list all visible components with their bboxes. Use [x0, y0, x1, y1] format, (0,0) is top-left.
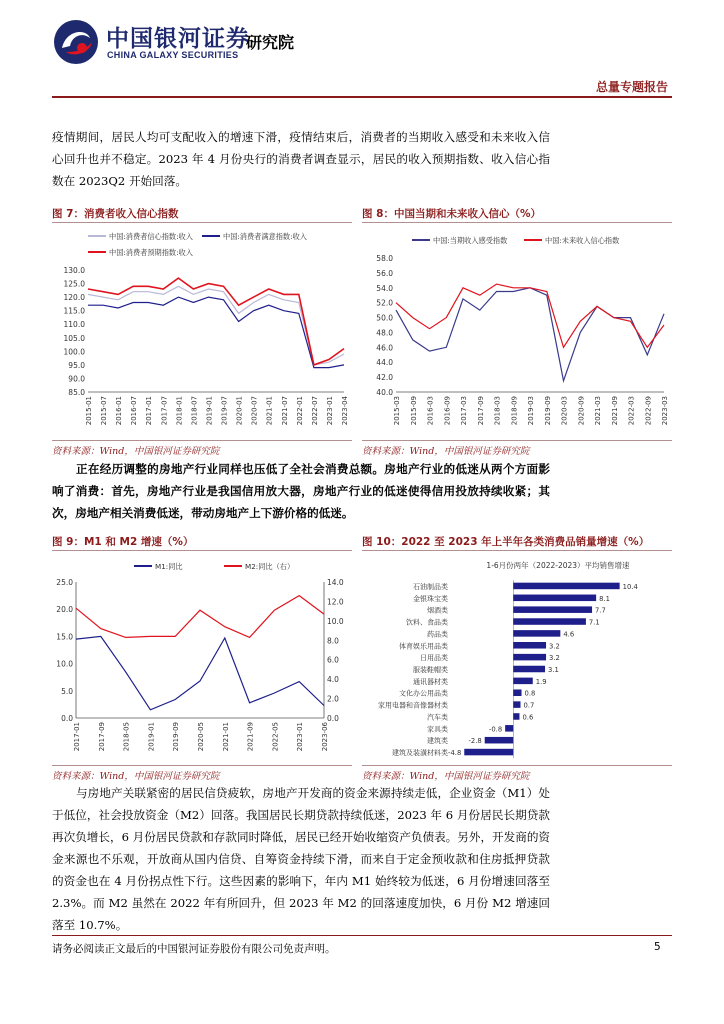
category-label: 药品类: [427, 630, 448, 639]
data-label: 3.2: [549, 642, 560, 651]
data-label: -2.8: [468, 737, 482, 746]
y-tick-label: 85.0: [68, 388, 85, 397]
category-label: 文化办公用品类: [399, 689, 448, 698]
x-tick-label: 2020-09: [577, 396, 586, 426]
x-tick-label: 2018-05: [122, 722, 131, 752]
series-line-2: [396, 284, 664, 347]
x-tick-label: 2022-09: [644, 396, 653, 426]
x-tick-label: 2019-07: [220, 396, 229, 426]
institute-label: 研究院: [246, 33, 295, 52]
x-tick-label: 2015-03: [393, 396, 401, 426]
series-line-1: [76, 636, 324, 709]
category-label: 金银珠宝类: [413, 594, 448, 603]
y-tick-label: 5.0: [61, 686, 73, 696]
brand-name-cn: 中国银河证券: [106, 26, 250, 52]
fig8-bottom-rule: [362, 440, 672, 441]
data-label: 3.2: [549, 654, 560, 663]
category-label: 体育娱乐用品类: [399, 642, 448, 651]
x-tick-label: 2021-09: [246, 722, 255, 752]
y-right-tick-label: 0.0: [327, 714, 339, 723]
y-tick-label: 54.0: [376, 283, 393, 293]
x-tick-label: 2017-09: [97, 722, 106, 752]
x-tick-label: 2023-06: [321, 722, 329, 752]
x-tick-label: 2015-09: [409, 396, 418, 426]
data-label: 4.6: [563, 630, 575, 639]
fig7-source: 资料来源：Wind，中国银河证券研究院: [52, 446, 220, 457]
y-right-tick-label: 8.0: [327, 636, 339, 646]
fig7-caption: 图 7：消费者收入信心指数: [52, 208, 179, 220]
series-line-1: [396, 288, 664, 381]
fig8-chart: [362, 226, 672, 438]
fig9-caption: 图 9：M1 和 M2 增速（%）: [52, 536, 194, 548]
y-tick-label: 100.0: [63, 347, 85, 357]
data-label: 0.8: [524, 689, 536, 698]
x-tick-label: 2021-01: [265, 396, 274, 426]
category-label: 饮料、食品类: [406, 618, 448, 627]
x-tick-label: 2018-03: [493, 396, 502, 426]
y-right-tick-label: 2.0: [327, 694, 339, 704]
y-tick-label: 42.0: [376, 373, 393, 383]
bar: [513, 618, 586, 625]
y-right-tick-label: 6.0: [327, 655, 339, 665]
x-tick-label: 2019-01: [205, 396, 214, 426]
y-tick-label: 56.0: [376, 268, 393, 278]
y-right-tick-label: 10.0: [327, 616, 344, 626]
x-tick-label: 2019-09: [172, 722, 181, 752]
x-tick-label: 2020-03: [560, 396, 569, 426]
y-tick-label: 50.0: [376, 313, 393, 323]
bar: [513, 666, 545, 673]
y-tick-label: 110.0: [63, 320, 85, 330]
data-label: 0.7: [523, 701, 535, 710]
bar: [505, 725, 513, 732]
fig7-top-rule: [52, 222, 352, 223]
x-tick-label: 2022-03: [627, 396, 636, 426]
category-label: 石油制品类: [413, 582, 448, 591]
fig7-chart: [52, 226, 352, 438]
x-tick-label: 2017-01: [145, 396, 154, 426]
y-tick-label: 125.0: [63, 279, 85, 289]
x-tick-label: 2020-07: [250, 396, 259, 426]
chart-subtitle: 1-6月份两年（2022-2023）平均销售增速: [486, 561, 630, 570]
x-tick-label: 2017-07: [160, 396, 169, 426]
y-right-tick-label: 12.0: [327, 597, 344, 607]
x-tick-label: 2016-09: [443, 396, 452, 426]
fig10-bottom-rule: [362, 765, 672, 766]
x-tick-label: 2022-07: [310, 396, 319, 426]
x-tick-label: 2018-01: [175, 396, 184, 426]
category-label: 服装鞋帽类: [413, 666, 448, 674]
bottom-paragraph: 与房地产关联紧密的居民信贷疲软，房地产开发商的资金来源持续走低，企业资金（M1）处于低位，社会投放资金（M2）回落。我国居民长期贷款持续低迷，2023 年 6 月份居民长期贷款再次负增长，6 月份居民贷款和存款同时降低，居民已经开始收缩资产负债表。另外，开发商的资金来源也不乐观，开放商从国内信贷、自筹资金持续下滑，而来自于定金预收款和住房抵押贷款的资金也在 4 月份拐点性下行。这些因素的影响下，年内 M1 始终较为低迷，6 月份增速回落至 2.3%。而 M2 虽然在 2022 年有所回升，但 2023 年 M2 的回落速度加快，6 月份 M2 增速回落至 10.7%。: [52, 786, 551, 932]
fig8-source: 资料来源：Wind，中国银河证券研究院: [362, 446, 530, 457]
x-tick-label: 2020-01: [235, 396, 244, 426]
header-divider: [52, 96, 672, 98]
bar: [513, 689, 521, 696]
category-label: 家用电器和音像器材类: [378, 701, 448, 710]
x-tick-label: 2018-09: [510, 396, 519, 426]
x-tick-label: 2017-01: [73, 722, 81, 752]
y-tick-label: 105.0: [63, 333, 85, 343]
footer-divider: [52, 935, 672, 936]
x-tick-label: 2016-03: [426, 396, 435, 426]
x-tick-label: 2023-01: [325, 396, 334, 426]
legend-label: 中国:消费者信心指数:收入: [109, 232, 193, 241]
category-label: 日用品类: [420, 654, 448, 663]
y-tick-label: 10.0: [56, 659, 73, 669]
category-label: 建筑及装潢材料类: [392, 749, 448, 758]
legend-label: 中国:当期收入感受指数: [433, 236, 508, 245]
fig9-bottom-rule: [52, 765, 352, 766]
x-tick-label: 2021-09: [610, 396, 619, 426]
y-tick-label: 48.0: [376, 328, 393, 338]
y-tick-label: 52.0: [376, 298, 393, 308]
data-label: -0.8: [488, 725, 503, 734]
y-tick-label: 46.0: [376, 343, 393, 353]
x-tick-label: 2019-09: [543, 396, 552, 426]
fig8-top-rule: [362, 222, 672, 223]
x-tick-label: 2021-01: [221, 722, 230, 752]
x-tick-label: 2018-07: [190, 396, 199, 426]
x-tick-label: 2023-01: [296, 722, 305, 752]
page-number: 5: [654, 941, 661, 953]
x-tick-label: 2022-05: [271, 722, 280, 752]
fig10-top-rule: [362, 550, 672, 551]
bar: [513, 642, 546, 649]
y-tick-label: 15.0: [56, 632, 73, 642]
category-label: 家具类: [427, 725, 448, 734]
y-tick-label: 130.0: [63, 266, 85, 275]
bar: [513, 701, 520, 708]
y-tick-label: 115.0: [63, 306, 85, 316]
fig9-source: 资料来源：Wind，中国银河证券研究院: [52, 771, 220, 782]
bar: [513, 630, 560, 637]
category-label: 建筑类: [427, 737, 448, 746]
data-label: 7.1: [588, 618, 600, 627]
y-tick-label: 120.0: [63, 293, 85, 303]
fig10-chart: [362, 554, 672, 762]
y-tick-label: 95.0: [68, 360, 85, 370]
bar: [513, 713, 519, 720]
category-label: 汽车类: [427, 713, 448, 722]
y-tick-label: 0.0: [61, 714, 73, 723]
fig10-source: 资料来源：Wind，中国银河证券研究院: [362, 771, 530, 782]
x-tick-label: 2021-03: [594, 396, 602, 426]
data-label: 10.4: [622, 582, 638, 591]
fig10-caption: 图 10：2022 至 2023 年上半年各类消费品销量增速（%）: [362, 536, 650, 548]
company-logo-icon: [52, 18, 100, 66]
bar: [513, 583, 619, 590]
middle-paragraph: 正在经历调整的房地产行业同样也压低了全社会消费总额。房地产行业的低迷从两个方面影响了消费：首先，房地产行业是我国信用放大器，房地产行业的低迷使得信用投放持续收紧；其次，房地产相关消费低迷，带动房地产上下游价格的低迷。: [52, 462, 550, 520]
category-label: 通讯器材类: [413, 677, 448, 686]
data-label: -4.8: [448, 749, 462, 758]
legend-label: 中国:未来收入信心指数: [545, 236, 620, 245]
fig9-chart: [52, 554, 352, 762]
y-tick-label: 40.0: [376, 388, 393, 397]
legend-label: 中国:消费者满意指数:收入: [223, 232, 307, 241]
data-label: 0.6: [522, 713, 534, 722]
x-tick-label: 2023-04: [341, 396, 349, 426]
bar: [513, 678, 532, 685]
footer-disclaimer: 请务必阅读正文最后的中国银河证券股份有限公司免责声明。: [52, 943, 336, 955]
legend-label: M2:同比（右）: [245, 562, 295, 571]
fig9-top-rule: [52, 550, 352, 551]
brand-name-en: CHINA GALAXY SECURITIES: [107, 50, 239, 60]
bar: [513, 595, 596, 602]
data-label: 8.1: [599, 594, 610, 603]
x-tick-label: 2023-03: [661, 396, 669, 426]
report-type: 总量专题报告: [596, 80, 669, 94]
category-label: 烟酒类: [427, 606, 448, 615]
bar: [485, 737, 514, 744]
x-tick-label: 2017-03: [460, 396, 468, 426]
y-tick-label: 44.0: [376, 358, 393, 368]
y-tick-label: 58.0: [376, 254, 393, 263]
series-line-3: [88, 278, 344, 365]
series-line-2: [76, 596, 324, 638]
intro-paragraph: 疫情期间，居民人均可支配收入的增速下滑，疫情结束后，消费者的当期收入感受和未来收入信心回升也并不稳定。2023 年 4 月份央行的消费者调查显示，居民的收入预期指数、收入信心指数在 2023Q2 开始回落。: [52, 130, 550, 188]
x-tick-label: 2017-09: [476, 396, 485, 426]
y-tick-label: 20.0: [56, 605, 73, 615]
data-label: 7.7: [595, 606, 606, 615]
x-tick-label: 2022-01: [295, 396, 304, 426]
x-tick-label: 2020-05: [197, 722, 205, 752]
x-tick-label: 2015-07: [100, 396, 109, 426]
bar: [464, 749, 513, 756]
y-right-tick-label: 4.0: [327, 675, 339, 685]
y-right-tick-label: 14.0: [327, 578, 344, 587]
legend-label: M1:同比: [155, 562, 183, 571]
fig8-caption: 图 8：中国当期和未来收入信心（%）: [362, 208, 541, 220]
bar: [513, 606, 592, 613]
x-tick-label: 2016-07: [130, 396, 139, 426]
x-tick-label: 2021-07: [280, 396, 289, 426]
data-label: 1.9: [535, 677, 547, 686]
y-tick-label: 25.0: [56, 578, 73, 587]
x-tick-label: 2019-03: [527, 396, 535, 426]
legend-label: 中国:消费者预期指数:收入: [109, 248, 193, 257]
x-tick-label: 2015-01: [85, 396, 93, 426]
x-tick-label: 2019-01: [147, 722, 156, 752]
bar: [513, 654, 546, 661]
x-tick-label: 2016-01: [115, 396, 124, 426]
y-tick-label: 90.0: [68, 374, 85, 384]
data-label: 3.1: [548, 666, 559, 674]
fig7-bottom-rule: [52, 440, 352, 441]
